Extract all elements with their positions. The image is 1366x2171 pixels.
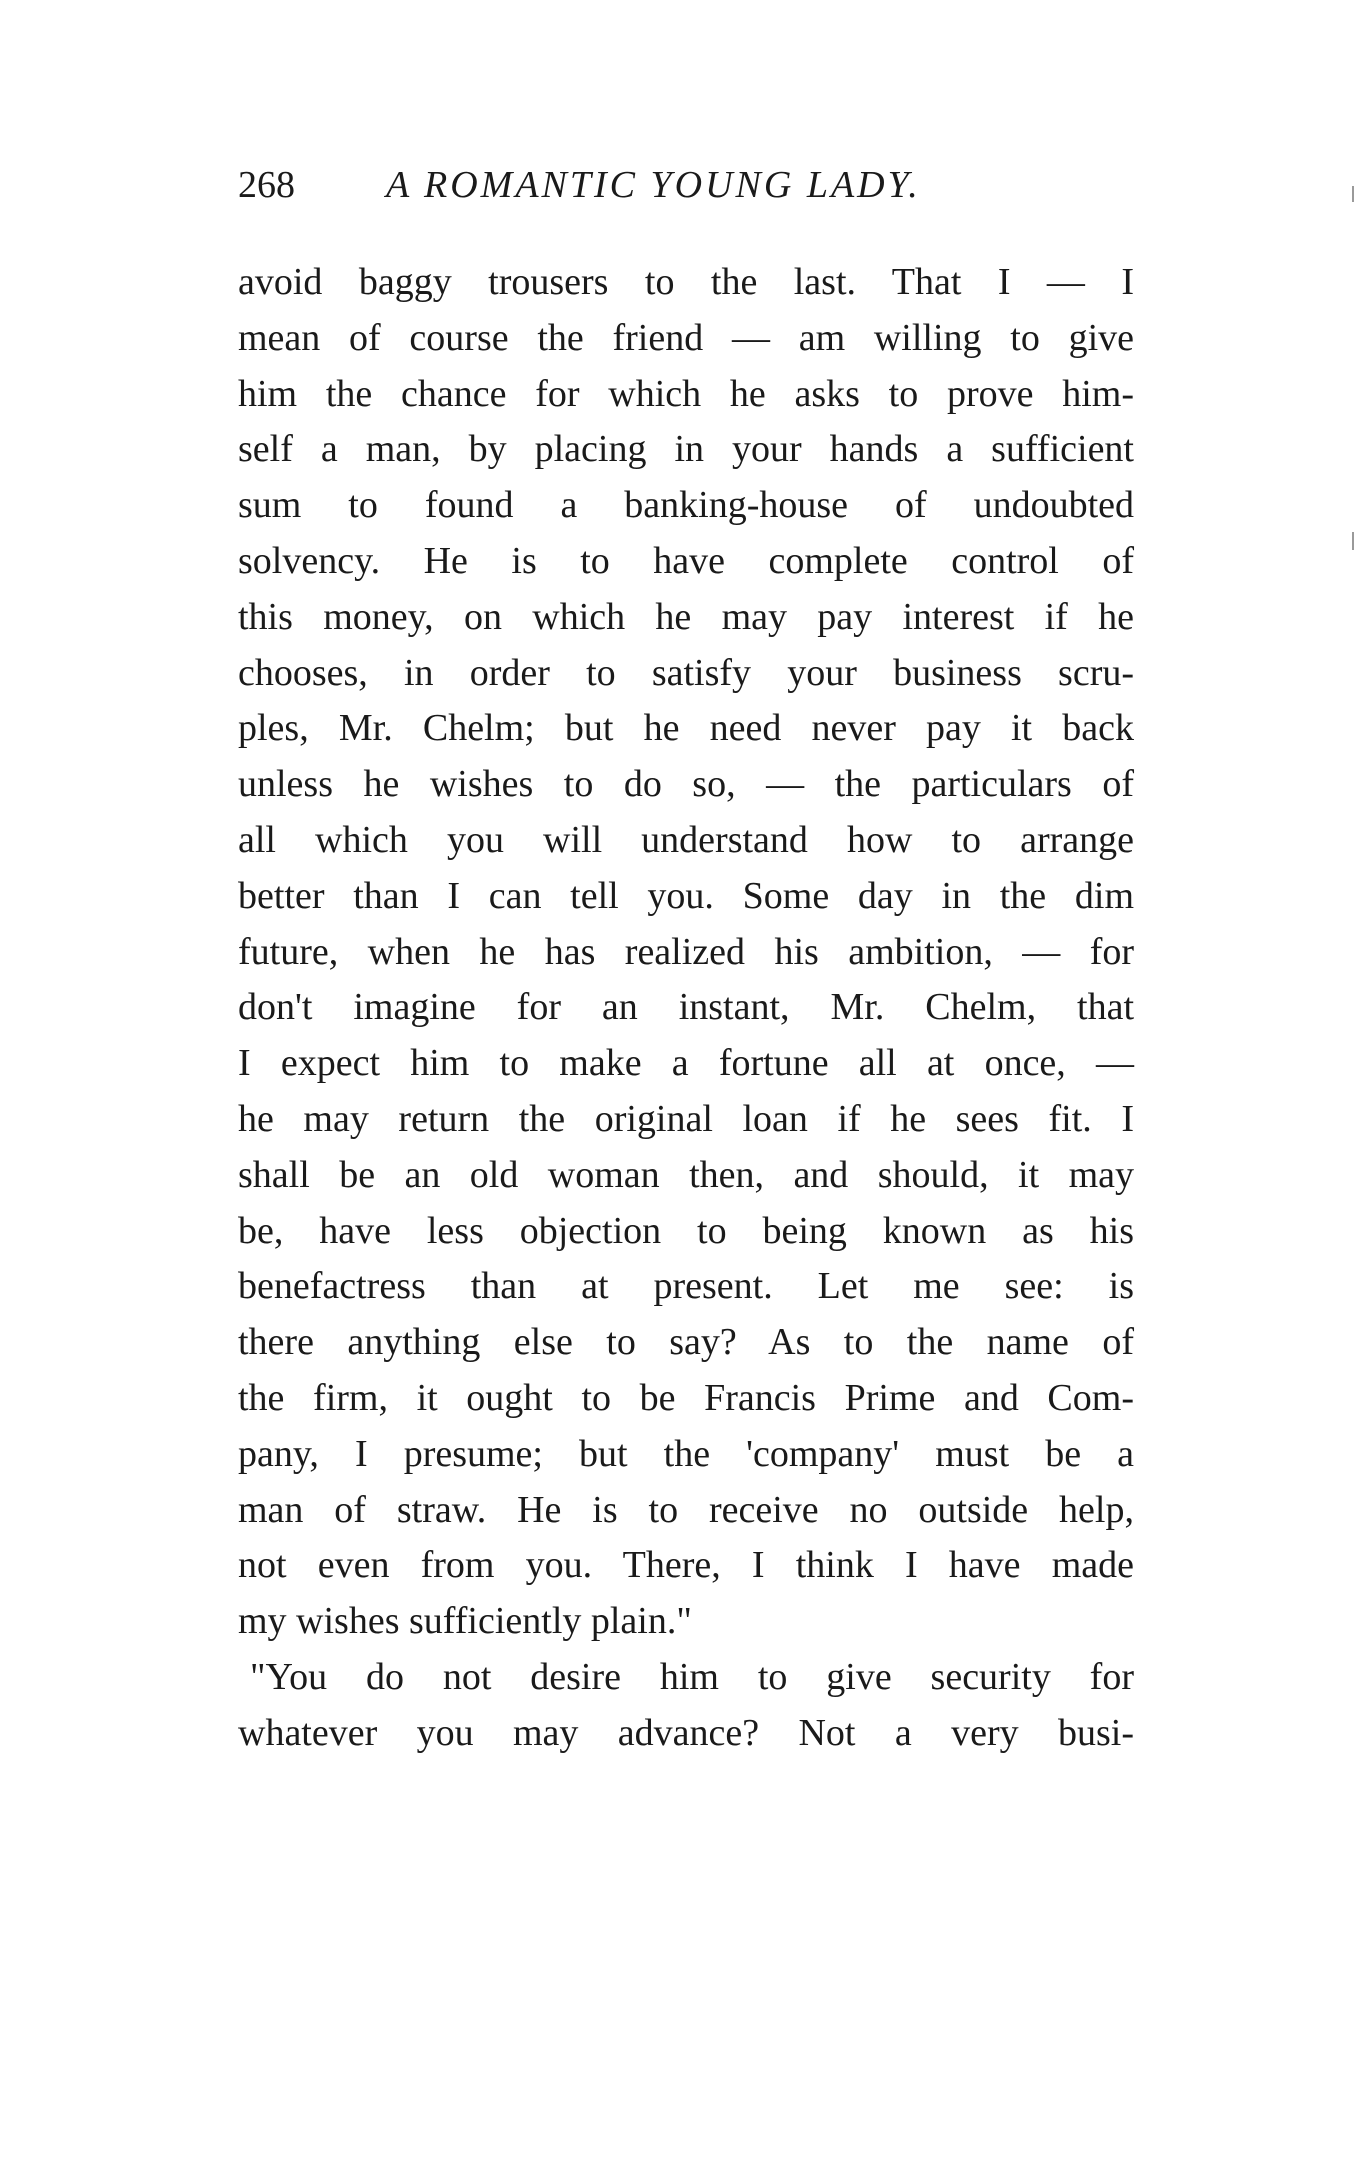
text-line: don't imagine for an instant, Mr. Chelm, that (238, 986, 1134, 1029)
text-line: better than I can tell you. Some day in the dim (238, 874, 1134, 917)
text-line: shall be an old woman then, and should, it may (238, 1153, 1134, 1196)
text-line: benefactress than at present. Let me see: is (238, 1265, 1134, 1308)
text-line: whatever you may advance? Not a very busi- (238, 1711, 1134, 1754)
body-text (238, 255, 1134, 1762)
text-line: him the chance for which he asks to prove him- (238, 372, 1134, 415)
text-line: self a man, by placing in your hands a sufficient (238, 428, 1134, 471)
running-head (238, 160, 1138, 210)
paragraph-start-line: "You do not desire him to give security for (250, 1655, 1134, 1698)
text-line: pany, I presume; but the 'company' must be a (238, 1432, 1134, 1475)
text-line: future, when he has realized his ambition, — for (238, 930, 1134, 973)
text-line: the firm, it ought to be Francis Prime and Com- (238, 1376, 1134, 1419)
text-line: ples, Mr. Chelm; but he need never pay it back (238, 707, 1134, 750)
text-line: be, have less objection to being known as his (238, 1209, 1134, 1252)
text-line: unless he wishes to do so, — the particulars of (238, 763, 1134, 806)
text-line: he may return the original loan if he sees fit. I (238, 1097, 1134, 1140)
running-title: A ROMANTIC YOUNG LADY. (386, 164, 921, 206)
text-line: solvency. He is to have complete control of (238, 539, 1134, 582)
paragraph-end-line: my wishes sufficiently plain." (238, 1600, 692, 1643)
text-line: all which you will understand how to arrange (238, 818, 1134, 861)
text-line: mean of course the friend — am willing to give (238, 316, 1134, 359)
text-line: not even from you. There, I think I have made (238, 1544, 1134, 1587)
text-line: there anything else to say? As to the name of (238, 1321, 1134, 1364)
text-line: I expect him to make a fortune all at once, — (238, 1042, 1134, 1085)
text-line: chooses, in order to satisfy your business scru- (238, 651, 1134, 694)
text-line: man of straw. He is to receive no outside help, (238, 1488, 1134, 1531)
scan-mark (1352, 186, 1354, 202)
scan-mark (1352, 532, 1354, 550)
page-number: 268 (238, 164, 295, 206)
text-line: sum to found a banking-house of undoubted (238, 484, 1134, 527)
text-line: this money, on which he may pay interest if he (238, 595, 1134, 638)
text-line: avoid baggy trousers to the last. That I — I (238, 261, 1134, 303)
